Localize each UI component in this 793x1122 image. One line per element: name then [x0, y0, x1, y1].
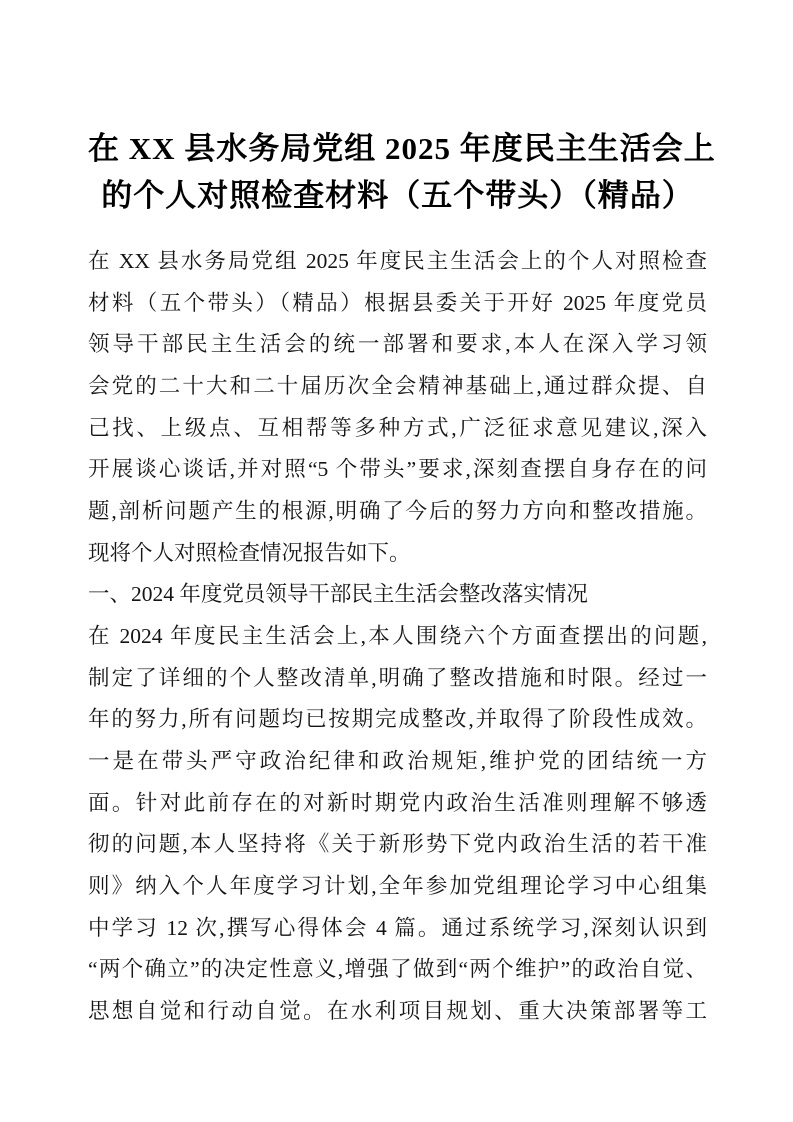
body-line: 思想自觉和行动自觉。在水利项目规划、重大决策部署等工	[88, 998, 707, 1023]
body-line: 一、2024 年度党员领导干部民主生活会整改落实情况	[88, 582, 588, 607]
body-line: 在 XX 县水务局党组 2025 年度民主生活会上的个人对照检查	[88, 249, 707, 273]
body-line: 彻的问题,本人坚持将《关于新形势下党内政治生活的若干准	[88, 832, 707, 857]
body-line: 题,剖析问题产生的根源,明确了今后的努力方向和整改措施。	[88, 498, 707, 523]
body-line: 领导干部民主生活会的统一部署和要求,本人在深入学习领	[88, 332, 707, 357]
body-line: “两个确立”的决定性意义,增强了做到“两个维护”的政治自觉、	[88, 957, 707, 982]
body-line: 则》纳入个人年度学习计划,全年参加党组理论学习中心组集	[88, 873, 707, 898]
body-line: 会党的二十大和二十届历次全会精神基础上,通过群众提、自	[88, 373, 707, 398]
body-line: 现将个人对照检查情况报告如下。	[88, 540, 411, 565]
body-line: 己找、上级点、互相帮等多种方式,广泛征求意见建议,深入	[88, 415, 707, 440]
body-line: 在 2024 年度民主生活会上,本人围绕六个方面查摆出的问题,	[88, 623, 707, 648]
body-line: 年的努力,所有问题均已按期完成整改,并取得了阶段性成效。	[88, 707, 707, 732]
body-line: 材料（五个带头）（精品）根据县委关于开好 2025 年度党员	[88, 290, 707, 315]
body-line: 面。针对此前存在的对新时期党内政治生活准则理解不够透	[88, 790, 707, 815]
document-body	[88, 241, 707, 1032]
body-line: 制定了详细的个人整改清单,明确了整改措施和时限。经过一	[88, 665, 707, 690]
title-line-2: 的个人对照检查材料（五个带头）（精品）	[101, 178, 694, 213]
body-line: 一是在带头严守政治纪律和政治规矩,维护党的团结统一方	[88, 748, 707, 773]
title-line-1: 在 XX 县水务局党组 2025 年度民主生活会上	[88, 131, 716, 166]
body-line: 中学习 12 次,撰写心得体会 4 篇。通过系统学习,深刻认识到	[88, 915, 707, 940]
document-title	[88, 125, 716, 219]
body-line: 开展谈心谈话,并对照“5 个带头”要求,深刻查摆自身存在的问	[88, 457, 707, 482]
